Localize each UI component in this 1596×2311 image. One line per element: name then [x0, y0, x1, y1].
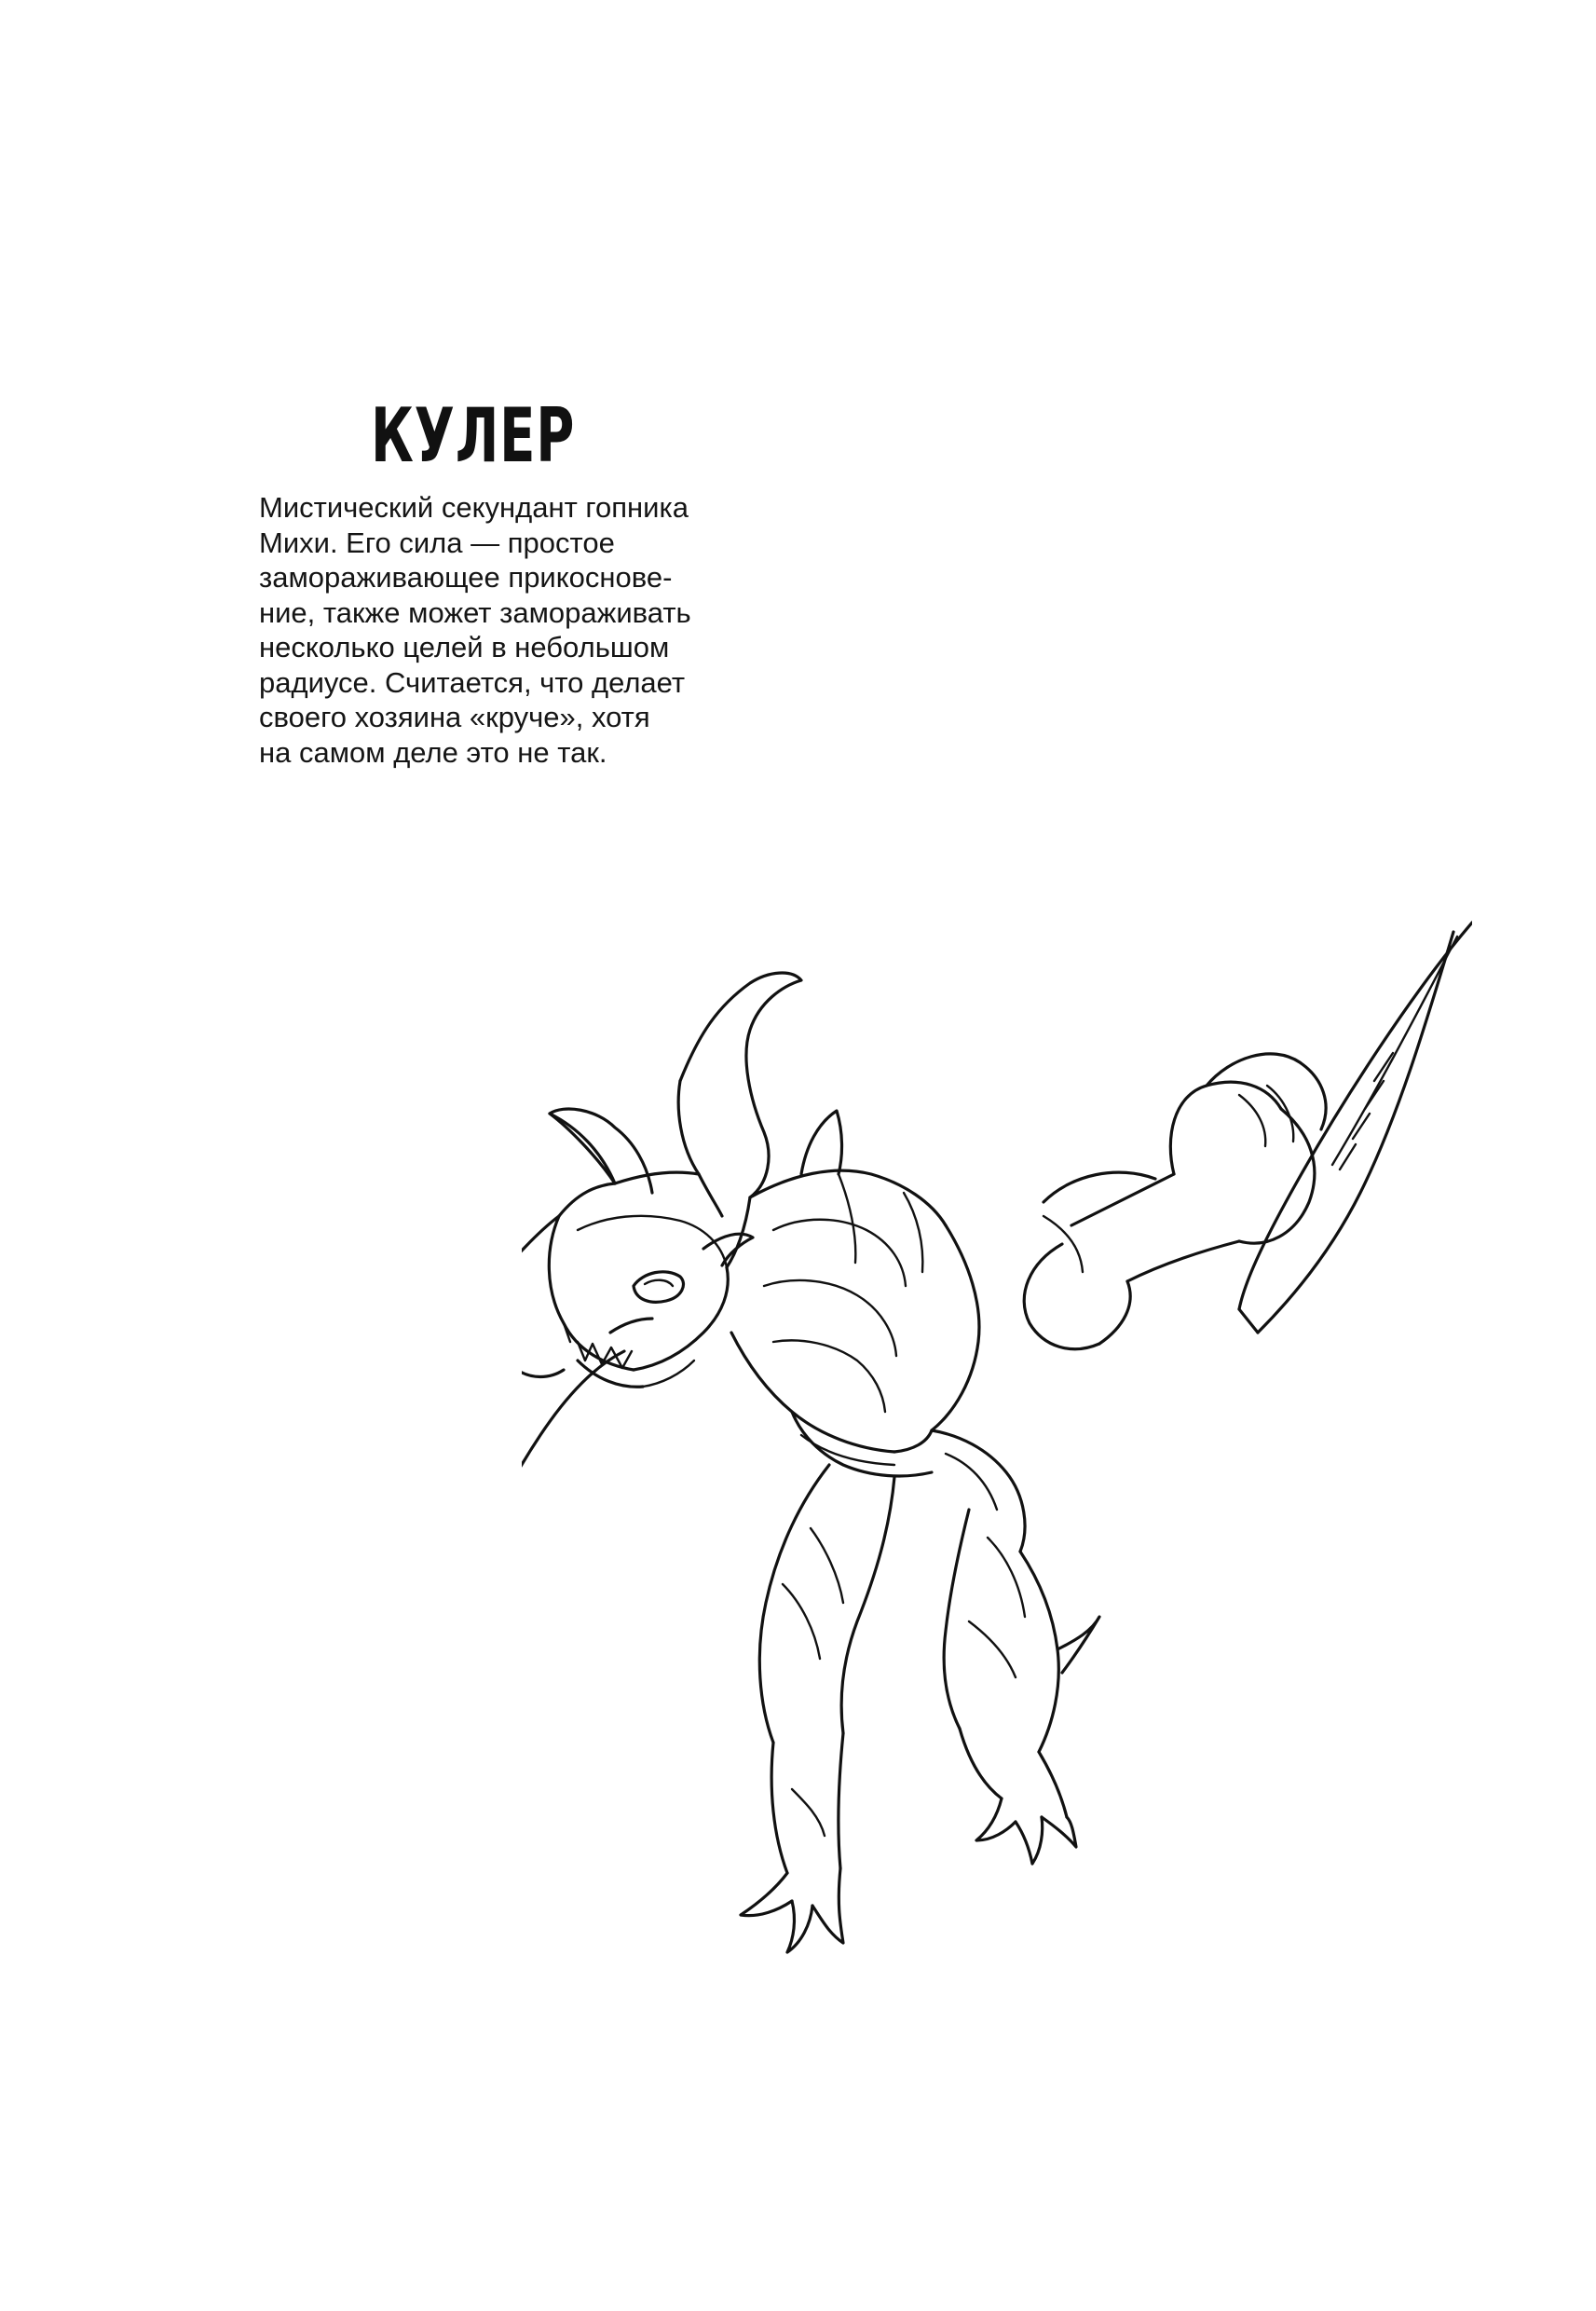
description-line: радиусе. Считается, что делает — [259, 665, 686, 699]
description-line: Михи. Его сила — простое — [259, 526, 615, 559]
description-line: своего хозяина «круче», хотя — [259, 701, 650, 733]
left-blade — [522, 1216, 624, 1836]
left-leg — [741, 1465, 894, 1952]
creature-illustration — [522, 895, 1472, 2218]
right-blade — [1239, 923, 1472, 1333]
head — [549, 973, 801, 1387]
description-line: на самом деле это не так. — [259, 735, 607, 769]
character-description — [259, 490, 781, 770]
description-line: замораживающее прикоснове- — [259, 561, 673, 594]
right-arm — [1024, 1054, 1326, 1349]
description-line: несколько целей в небольшом — [259, 631, 670, 663]
page-title: КУЛЕР — [371, 392, 576, 479]
creature-line-art-icon — [522, 895, 1472, 2218]
description-line: Мистический секундант гопника — [259, 491, 689, 524]
right-leg — [944, 1510, 1099, 1864]
description-line: ние, также может замораживать — [259, 595, 691, 629]
